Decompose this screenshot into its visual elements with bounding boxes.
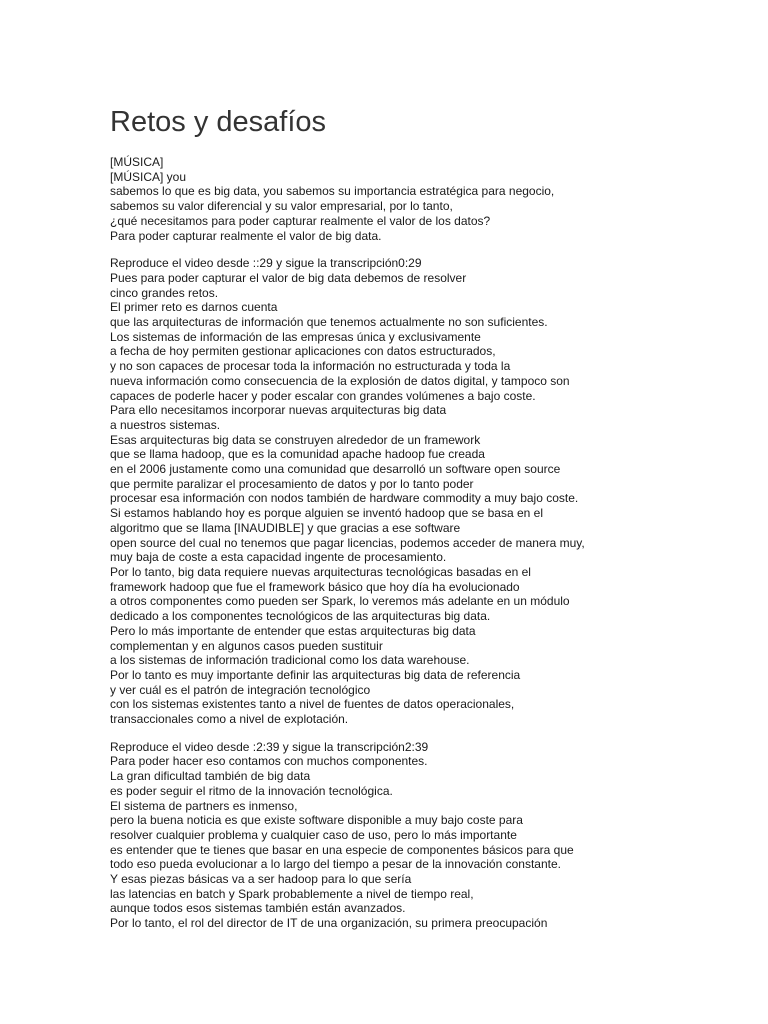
text-line: es poder seguir el ritmo de la innovación tecnológica. — [110, 783, 393, 798]
text-line: a fecha de hoy permiten gestionar aplicaciones con datos estructurados, — [110, 344, 496, 359]
text-line: en el 2006 justamente como una comunidad que desarrolló un software open source — [110, 462, 561, 477]
text-line: Esas arquitecturas big data se construyen alrededor de un framework — [110, 432, 481, 447]
paragraph-transcript-0-29 — [110, 256, 670, 727]
text-line: a nuestros sistemas. — [110, 417, 221, 432]
text-line: que se llama hadoop, que es la comunidad apache hadoop fue creada — [110, 447, 485, 462]
text-line: que permite paralizar el procesamiento de datos y por lo tanto poder — [110, 476, 474, 491]
text-line: sabemos lo que es big data, you sabemos su importancia estratégica para negocio, — [110, 184, 555, 199]
text-line: Para poder capturar realmente el valor de big data. — [110, 228, 382, 243]
text-line: El primer reto es darnos cuenta — [110, 300, 278, 315]
text-line: resolver cualquier problema y cualquier caso de uso, pero lo más importante — [110, 827, 517, 842]
text-line: a otros componentes como pueden ser Spark, lo veremos más adelante en un módulo — [110, 594, 570, 609]
text-line: Si estamos hablando hoy es porque alguien se inventó hadoop que se basa en el — [110, 506, 543, 521]
text-line: y ver cuál es el patrón de integración tecnológico — [110, 682, 371, 697]
text-line: Reproduce el video desde :2:39 y sigue la transcripción2:39 — [110, 739, 429, 754]
text-line: Para ello necesitamos incorporar nuevas arquitecturas big data — [110, 403, 447, 418]
text-line: capaces de poderle hacer y poder escalar con grandes volúmenes a bajo coste. — [110, 388, 536, 403]
text-line: Por lo tanto, el rol del director de IT de una organización, su primera preocupación — [110, 916, 548, 931]
text-line: las latencias en batch y Spark probablemente a nivel de tiempo real, — [110, 886, 474, 901]
text-line: Por lo tanto, big data requiere nuevas arquitecturas tecnológicas basadas en el — [110, 564, 531, 579]
text-line: open source del cual no tenemos que pagar licencias, podemos acceder de manera muy, — [110, 535, 585, 550]
text-line: pero la buena noticia es que existe software disponible a muy bajo coste para — [110, 813, 523, 828]
text-line: con los sistemas existentes tanto a nivel de fuentes de datos operacionales, — [110, 697, 515, 712]
text-line: Pero lo más importante de entender que estas arquitecturas big data — [110, 623, 476, 638]
text-line: dedicado a los componentes tecnológicos de las arquitecturas big data. — [110, 609, 491, 624]
text-line: es entender que te tienes que basar en una especie de componentes básicos para que — [110, 842, 574, 857]
text-line: todo eso pueda evolucionar a lo largo del tiempo a pesar de la innovación constante. — [110, 857, 561, 872]
text-line: sabemos su valor diferencial y su valor empresarial, por lo tanto, — [110, 199, 453, 214]
text-line: cinco grandes retos. — [110, 285, 219, 300]
text-line: La gran dificultad también de big data — [110, 769, 311, 784]
text-line: Reproduce el video desde ::29 y sigue la transcripción0:29 — [110, 256, 422, 271]
text-line: framework hadoop que fue el framework básico que hoy día ha evolucionado — [110, 579, 520, 594]
paragraph-intro — [110, 155, 670, 243]
text-line: [MÚSICA] you — [110, 169, 187, 184]
text-line: a los sistemas de información tradicional como los data warehouse. — [110, 653, 470, 668]
document-title: Retos y desafíos — [110, 106, 326, 138]
text-line: Los sistemas de información de las empresas única y exclusivamente — [110, 329, 481, 344]
text-line: complementan y en algunos casos pueden sustituir — [110, 638, 383, 653]
text-line: Pues para poder capturar el valor de big data debemos de resolver — [110, 270, 467, 285]
text-line: Para poder hacer eso contamos con muchos componentes. — [110, 754, 428, 769]
text-line: procesar esa información con nodos también de hardware commodity a muy bajo coste. — [110, 491, 579, 506]
text-line: y no son capaces de procesar toda la información no estructurada y toda la — [110, 359, 511, 374]
text-line: ¿qué necesitamos para poder capturar realmente el valor de los datos? — [110, 213, 491, 228]
text-line: algoritmo que se llama [INAUDIBLE] y que gracias a ese software — [110, 520, 461, 535]
text-line: El sistema de partners es inmenso, — [110, 798, 298, 813]
text-line: aunque todos esos sistemas también están avanzados. — [110, 901, 406, 916]
document-page — [110, 104, 670, 931]
text-line: que las arquitecturas de información que tenemos actualmente no son suficientes. — [110, 315, 548, 330]
text-line: [MÚSICA] — [110, 155, 164, 169]
paragraph-transcript-2-39 — [110, 740, 670, 931]
text-line: transaccionales como a nivel de explotación. — [110, 712, 349, 727]
text-line: Y esas piezas básicas va a ser hadoop para lo que sería — [110, 872, 412, 887]
text-line: nueva información como consecuencia de la explosión de datos digital, y tampoco son — [110, 373, 570, 388]
text-line: muy baja de coste a esta capacidad ingente de procesamiento. — [110, 550, 447, 565]
text-line: Por lo tanto es muy importante definir las arquitecturas big data de referencia — [110, 667, 521, 682]
